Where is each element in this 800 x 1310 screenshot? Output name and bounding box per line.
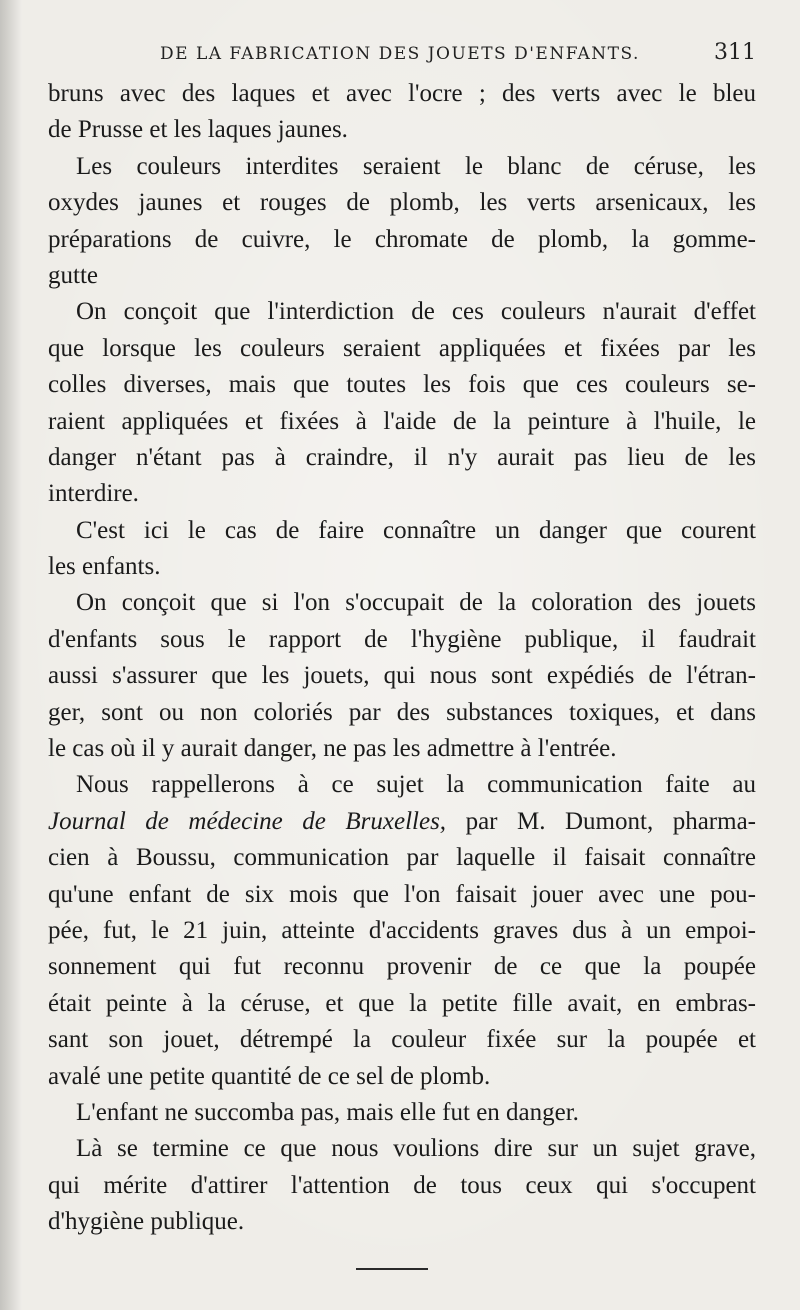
- text-line: préparations de cuivre, le chromate de plomb, la gomme-: [48, 225, 756, 253]
- page-gutter-shadow: [0, 0, 22, 1310]
- text-line: le cas où il y aurait danger, ne pas les admettre à l'entrée.: [48, 735, 617, 763]
- text-line: bruns avec des laques et avec l'ocre ; des verts avec le bleu: [48, 80, 756, 107]
- text-line: qui mérite d'attirer l'attention de tous ceux qui s'occupent: [48, 1171, 756, 1199]
- text-line: les enfants.: [48, 553, 161, 581]
- line-text: par M. Dumont, pharma-: [446, 807, 756, 835]
- text-line: Nous rappellerons à ce sujet la communication faite au: [76, 771, 756, 799]
- text-line: On conçoit que si l'on s'occupait de la coloration des jouets: [76, 589, 756, 617]
- text-line: avalé une petite quantité de ce sel de plomb.: [48, 1062, 491, 1090]
- text-line: [48, 804, 756, 840]
- text-line: que lorsque les couleurs seraient appliquées et fixées par les: [48, 334, 756, 362]
- page-number: 311: [714, 40, 756, 65]
- page-header: [48, 38, 760, 74]
- text-line: était peinte à la céruse, et que la petite fille avait, en embras-: [48, 989, 756, 1017]
- text-line: d'enfants sous le rapport de l'hygiène publique, il faudrait: [48, 625, 756, 653]
- italic-title: Journal de médecine de Bruxelles,: [48, 807, 447, 835]
- text-line: oxydes jaunes et rouges de plomb, les verts arsenicaux, les: [48, 189, 756, 217]
- body-text: [48, 76, 756, 1241]
- text-line: colles diverses, mais que toutes les fois que ces couleurs se-: [48, 371, 756, 399]
- end-rule: [356, 1268, 428, 1270]
- text-line: interdire.: [48, 480, 139, 508]
- text-line: de Prusse et les laques jaunes.: [48, 116, 348, 144]
- text-line: pée, fut, le 21 juin, atteinte d'accidents graves dus à un empoi-: [48, 916, 756, 944]
- text-line: raient appliquées et fixées à l'aide de la peinture à l'huile, le: [48, 407, 756, 435]
- text-line: cien à Boussu, communication par laquelle il faisait connaître: [48, 844, 756, 872]
- text-line: L'enfant ne succomba pas, mais elle fut en danger.: [76, 1098, 579, 1126]
- text-line: Là se termine ce que nous voulions dire sur un sujet grave,: [76, 1135, 756, 1163]
- text-line: gutte: [48, 261, 98, 289]
- text-line: aussi s'assurer que les jouets, qui nous sont expédiés de l'étran-: [48, 662, 756, 690]
- text-line: Les couleurs interdites seraient le blanc de céruse, les: [76, 152, 756, 180]
- text-line: qu'une enfant de six mois que l'on faisait jouer avec une pou-: [48, 880, 756, 908]
- text-line: C'est ici le cas de faire connaître un danger que courent: [76, 516, 756, 544]
- text-line: ger, sont ou non coloriés par des substances toxiques, et dans: [48, 698, 756, 726]
- text-line: sant son jouet, détrempé la couleur fixée sur la poupée et: [48, 1026, 756, 1054]
- text-line: sonnement qui fut reconnu provenir de ce que la poupée: [48, 953, 756, 981]
- running-title: DE LA FABRICATION DES JOUETS D'ENFANTS.: [160, 44, 640, 64]
- text-line: On conçoit que l'interdiction de ces couleurs n'aurait d'effet: [76, 298, 756, 326]
- text-line: d'hygiène publique.: [48, 1208, 245, 1236]
- text-line: danger n'étant pas à craindre, il n'y aurait pas lieu de les: [48, 443, 756, 471]
